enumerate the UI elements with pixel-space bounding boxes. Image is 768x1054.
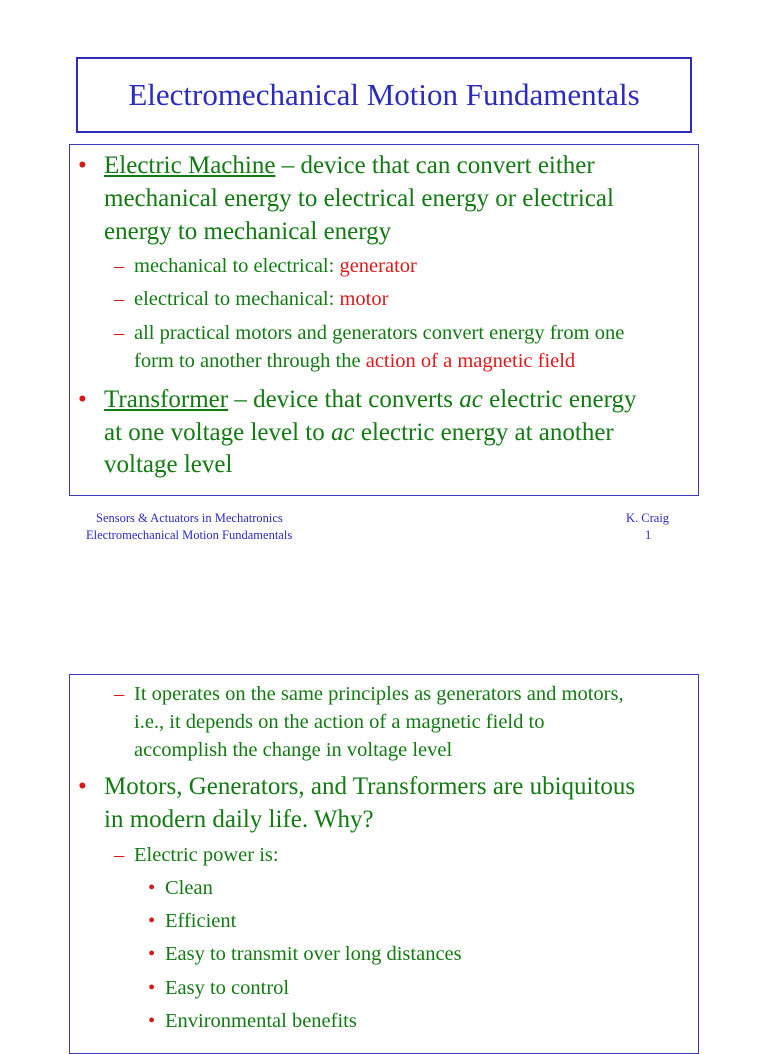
sub-bullet-electric-power: Electric power is: (134, 844, 279, 866)
dash-marker: – (114, 288, 125, 310)
bullet-marker: • (148, 977, 156, 999)
term-transformer: Transformer (104, 386, 229, 413)
footer-page-number: 1 (645, 528, 652, 542)
footer-topic: Electromechanical Motion Fundamentals (86, 528, 293, 542)
sub-bullet-motor-text: electrical to mechanical: (134, 288, 340, 310)
electric-machine-definition: – device that can convert either (275, 152, 595, 179)
footer-author: K. Craig (626, 511, 670, 525)
transformer-text: electric energy (482, 386, 637, 413)
transformer-text: – device that converts (228, 386, 460, 413)
dash-marker: – (114, 844, 125, 866)
sub-bullet-principles-line2: i.e., it depends on the action of a magnetic field to (134, 711, 545, 733)
slide-title-box (76, 57, 692, 133)
sub-bullet-principles-line1: It operates on the same principles as generators and motors, (134, 683, 624, 705)
bullet-marker: • (148, 910, 156, 932)
ac-italic: ac (459, 386, 483, 413)
bullet-marker: • (148, 943, 156, 965)
dash-marker: – (114, 255, 125, 277)
slide-title: Electromechanical Motion Fundamentals (128, 77, 640, 112)
dash-marker: – (114, 683, 125, 705)
bullet-electric-machine-line3: energy to mechanical energy (104, 218, 392, 245)
dash-marker: – (114, 322, 125, 344)
bullet-marker: • (78, 386, 87, 413)
list-item-efficient: Efficient (165, 910, 237, 932)
bullet-electric-machine-line2: mechanical energy to electrical energy or electrical (104, 185, 614, 212)
highlight-magnetic-field: action of a magnetic field (365, 350, 576, 372)
sub-bullet-magnetic-line1: all practical motors and generators convert energy from one (134, 322, 625, 344)
transformer-text: at one voltage level to (104, 419, 332, 446)
bullet-marker: • (78, 152, 87, 179)
list-item-environmental: Environmental benefits (165, 1010, 357, 1032)
list-item-clean: Clean (165, 877, 213, 899)
bullet-marker: • (148, 877, 156, 899)
bullet-electric-machine-line1 (104, 152, 595, 180)
list-item-control: Easy to control (165, 977, 290, 999)
bullet-transformer-line2 (104, 419, 614, 447)
sub-bullet-magnetic-line2 (134, 350, 575, 373)
footer-course-title: Sensors & Actuators in Mechatronics (96, 511, 283, 525)
sub-bullet-motor (134, 288, 388, 311)
highlight-motor: motor (339, 288, 389, 310)
slide1-content-box (69, 144, 699, 496)
sub-bullet-magnetic-text: form to another through the (134, 350, 366, 372)
bullet-transformer-line1 (104, 386, 636, 414)
sub-bullet-principles-line3: accomplish the change in voltage level (134, 739, 453, 761)
term-electric-machine: Electric Machine (104, 152, 276, 179)
bullet-ubiquitous-line2: in modern daily life. Why? (104, 806, 374, 833)
ac-italic: ac (331, 419, 355, 446)
transformer-text: electric energy at another (354, 419, 614, 446)
bullet-transformer-line3: voltage level (104, 451, 233, 478)
list-item-transmit: Easy to transmit over long distances (165, 943, 462, 965)
sub-bullet-generator-text: mechanical to electrical: (134, 255, 340, 277)
bullet-marker: • (148, 1010, 156, 1032)
slide2-content-box (69, 674, 699, 1054)
sub-bullet-generator (134, 255, 417, 278)
bullet-ubiquitous-line1: Motors, Generators, and Transformers are ubiquitous (104, 773, 636, 800)
bullet-marker: • (78, 773, 87, 800)
highlight-generator: generator (339, 255, 417, 277)
